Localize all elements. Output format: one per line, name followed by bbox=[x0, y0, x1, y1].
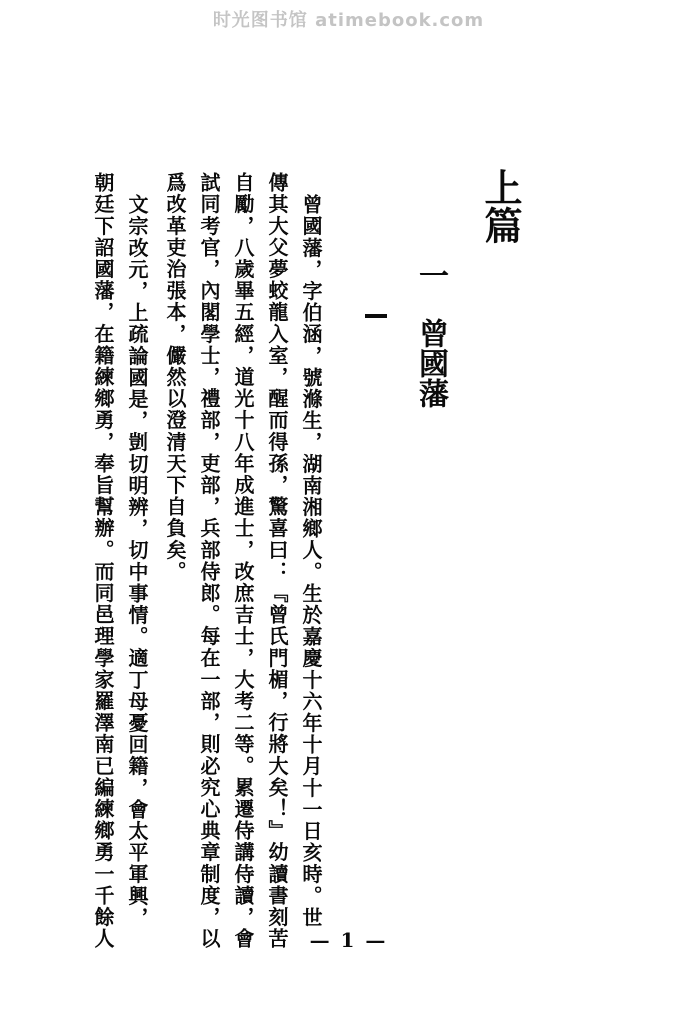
chapter-title: 曾國藩 bbox=[413, 318, 448, 408]
paragraph-1-column-4: 試同考官，內閣學士，禮部，吏部，兵部侍郎。每在一部，則必究心典章制度，以 bbox=[197, 172, 221, 950]
paragraph-1-column-3: 自勵，八歲畢五經，道光十八年成進士，改庶吉士，大考二等。累遷侍講侍讀，會 bbox=[231, 172, 255, 950]
section-heading: 上篇 bbox=[478, 168, 523, 244]
paragraph-2-column-1: 文宗改元，上疏論國是，剴切明辨，切中事情。適丁母憂回籍，會太平軍興， bbox=[125, 194, 149, 929]
page-number: — 1 — bbox=[309, 928, 388, 952]
paragraph-2-column-2: 朝廷下詔國藩，在籍練鄉勇，奉旨幫辦。而同邑理學家羅澤南已編練鄉勇一千餘人 bbox=[91, 172, 115, 950]
watermark: 时光图书馆 atimebook.com bbox=[212, 10, 485, 31]
roman-one-mark bbox=[365, 314, 387, 318]
paragraph-1-column-2: 傳其大父夢蛟龍入室，醒而得孫，驚喜曰：『曾氏門楣，行將大矣！』幼讀書刻苦 bbox=[265, 172, 289, 950]
paragraph-1-column-1: 曾國藩，字伯涵，號滌生，湖南湘鄉人。生於嘉慶十六年十月十一日亥時。世 bbox=[299, 194, 323, 929]
chapter-number: 一 bbox=[413, 260, 448, 290]
paragraph-1-column-5: 爲改革吏治張本，儼然以澄清天下自負矣。 bbox=[163, 172, 187, 583]
